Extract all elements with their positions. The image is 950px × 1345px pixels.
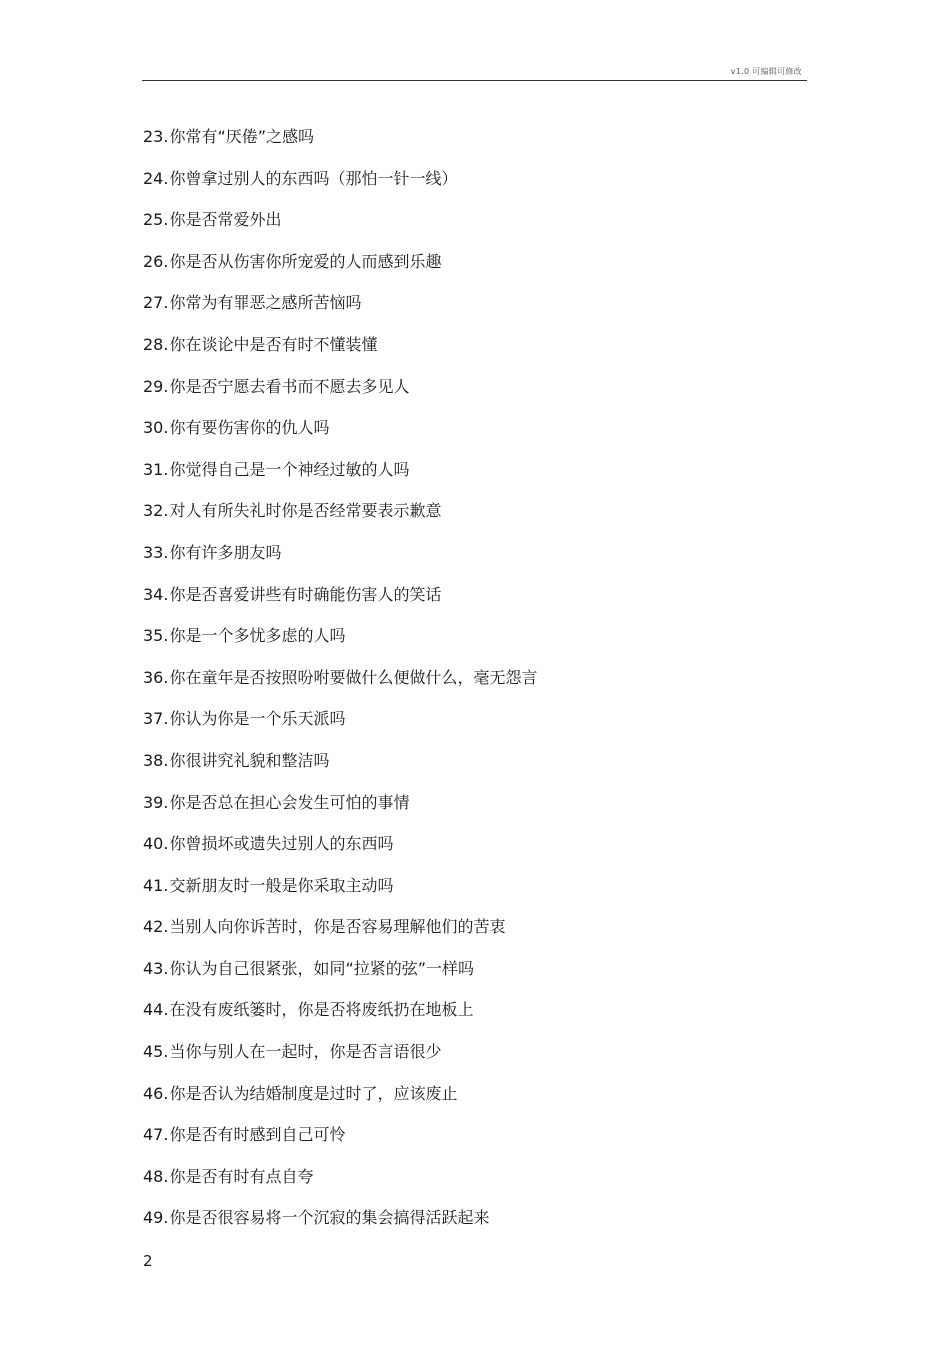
- question-text: 你是否从伤害你所宠爱的人而感到乐趣: [169, 251, 442, 271]
- question-text: 你有要伤害你的仇人吗: [169, 418, 330, 438]
- question-number: 49.: [143, 1208, 169, 1228]
- question-number: 35.: [143, 626, 169, 646]
- question-item: [143, 374, 537, 416]
- question-number: 40.: [143, 834, 169, 854]
- question-text: 你是否认为结婚制度是过时了，应该废止: [169, 1083, 458, 1103]
- question-number: 37.: [143, 709, 169, 729]
- question-number: 39.: [143, 792, 169, 812]
- question-number: 33.: [143, 542, 169, 562]
- question-text: 你曾损坏或遗失过别人的东西吗: [169, 834, 394, 854]
- question-number: 36.: [143, 667, 169, 687]
- question-item: [143, 1122, 537, 1164]
- question-number: 30.: [143, 418, 169, 438]
- question-text: 你是否总在担心会发生可怕的事情: [169, 792, 410, 812]
- header-divider: [142, 80, 807, 81]
- question-item: [143, 956, 537, 998]
- question-text: 你常有“厌倦”之感吗: [169, 127, 315, 146]
- question-text: 在没有废纸篓时，你是否将废纸扔在地板上: [169, 1000, 474, 1020]
- question-number: 45.: [143, 1042, 169, 1062]
- page-number: 2: [143, 1252, 153, 1270]
- question-item: [143, 249, 537, 291]
- question-item: [143, 207, 537, 249]
- question-number: 43.: [143, 958, 169, 978]
- question-text: 你觉得自己是一个神经过敏的人吗: [169, 459, 410, 479]
- question-number: 24.: [143, 168, 169, 188]
- question-item: [143, 1205, 537, 1247]
- question-number: 41.: [143, 875, 169, 895]
- question-item: [143, 415, 537, 457]
- question-text: 你认为自己很紧张，如同“拉紧的弦”一样吗: [169, 958, 475, 978]
- question-text: 你是否有时有点自夸: [169, 1166, 314, 1186]
- question-item: [143, 540, 537, 582]
- header-version-note: v1.0 可编辑可修改: [730, 67, 802, 76]
- question-number: 23.: [143, 127, 169, 146]
- question-text: 你曾拿过别人的东西吗（那怕一针一线）: [169, 168, 458, 188]
- question-item: [143, 457, 537, 499]
- question-number: 26.: [143, 251, 169, 271]
- question-text: 你是否常爱外出: [169, 210, 282, 230]
- question-item: [143, 914, 537, 956]
- question-text: 交新朋友时一般是你采取主动吗: [169, 875, 394, 895]
- question-text: 你很讲究礼貌和整洁吗: [169, 750, 330, 770]
- question-item: [143, 748, 537, 790]
- question-item: [143, 623, 537, 665]
- question-item: [143, 498, 537, 540]
- question-item: [143, 873, 537, 915]
- question-item: [143, 790, 537, 832]
- question-item: [143, 1081, 537, 1123]
- question-text: 你是一个多忧多虑的人吗: [169, 626, 346, 646]
- question-number: 42.: [143, 917, 169, 937]
- question-item: [143, 997, 537, 1039]
- question-number: 38.: [143, 750, 169, 770]
- question-number: 25.: [143, 210, 169, 230]
- question-text: 你在童年是否按照吩咐要做什么便做什么，毫无怨言: [169, 667, 538, 687]
- question-number: 34.: [143, 584, 169, 604]
- question-text: 你有许多朋友吗: [169, 542, 282, 562]
- question-number: 44.: [143, 1000, 169, 1020]
- question-item: [143, 706, 537, 748]
- question-number: 31.: [143, 459, 169, 479]
- question-text: 你认为你是一个乐天派吗: [169, 709, 346, 729]
- question-text: 你常为有罪恶之感所苦恼吗: [169, 293, 362, 313]
- question-item: [143, 166, 537, 208]
- question-text: 你是否喜爱讲些有时确能伤害人的笑话: [169, 584, 442, 604]
- question-number: 48.: [143, 1166, 169, 1186]
- question-number: 28.: [143, 334, 169, 354]
- question-number: 27.: [143, 293, 169, 313]
- question-item: [143, 831, 537, 873]
- question-text: 当你与别人在一起时，你是否言语很少: [169, 1042, 442, 1062]
- question-item: [143, 290, 537, 332]
- question-item: [143, 124, 537, 166]
- question-text: 你在谈论中是否有时不懂装懂: [169, 334, 378, 354]
- question-list: [143, 124, 537, 1247]
- question-item: [143, 582, 537, 624]
- question-text: 当别人向你诉苦时，你是否容易理解他们的苦衷: [169, 917, 506, 937]
- question-number: 29.: [143, 376, 169, 396]
- question-number: 46.: [143, 1083, 169, 1103]
- question-item: [143, 1039, 537, 1081]
- question-text: 对人有所失礼时你是否经常要表示歉意: [169, 501, 442, 521]
- question-number: 47.: [143, 1125, 169, 1145]
- question-item: [143, 332, 537, 374]
- question-text: 你是否宁愿去看书而不愿去多见人: [169, 376, 410, 396]
- question-text: 你是否有时感到自己可怜: [169, 1125, 346, 1145]
- question-text: 你是否很容易将一个沉寂的集会搞得活跃起来: [169, 1208, 490, 1228]
- question-number: 32.: [143, 501, 169, 521]
- question-item: [143, 665, 537, 707]
- question-item: [143, 1164, 537, 1206]
